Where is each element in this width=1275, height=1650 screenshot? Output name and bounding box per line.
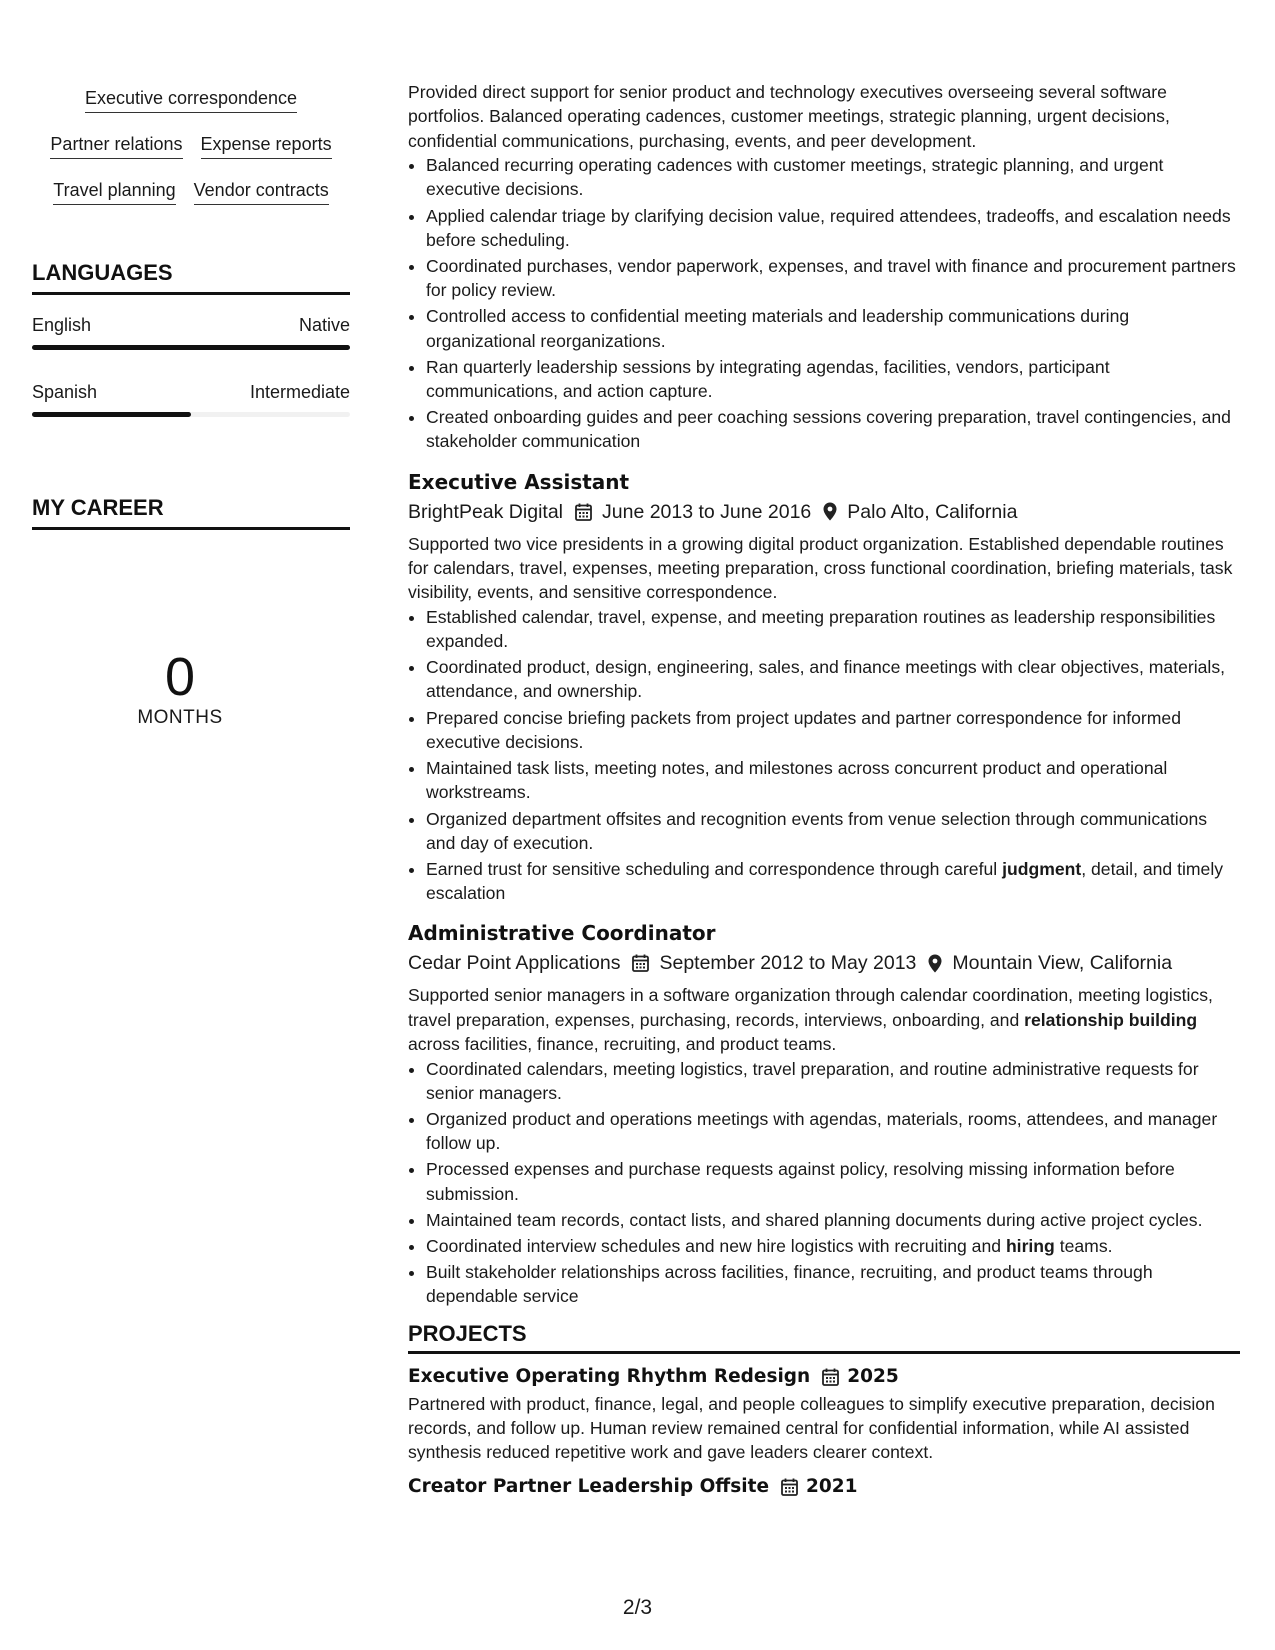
job-dates: June 2013 to June 2016 (602, 500, 812, 523)
project-title-row (408, 1364, 1240, 1390)
job-description: Supported two vice presidents in a growing digital product organization. Established dependable routines for calendars, travel, expenses, meeting preparation, cross functional coordination, briefing materials, task visibility, events, and sensitive correspondence. (408, 533, 1233, 603)
skill-tag: Vendor contracts (194, 174, 329, 205)
job-location: Mountain View, California (952, 952, 1173, 975)
language-level: Native (298, 315, 350, 335)
company-name: BrightPeak Digital (408, 500, 563, 523)
bullet-item: • Coordinated calendars, meeting logistics, travel preparation, and routine administrative requests for senior managers. (426, 1057, 1240, 1105)
bullet-item: • Created onboarding guides and peer coaching sessions covering preparation, travel contingencies, and stakeholder communication (426, 405, 1240, 453)
page-number: 2/3 (622, 1596, 653, 1619)
project-title: Executive Operating Rhythm Redesign (408, 1365, 811, 1387)
proficiency-bar-fill (32, 345, 350, 350)
language-level: Intermediate (249, 382, 350, 402)
language-name: Spanish (32, 382, 98, 402)
proficiency-bar (32, 412, 350, 417)
career-heading: MY CAREER (32, 495, 350, 530)
job-entry (408, 468, 1240, 906)
map-pin-icon (928, 954, 942, 973)
bullet-item: • Organized product and operations meetings with agendas, materials, rooms, attendees, and manager follow up. (426, 1107, 1240, 1155)
job-meta (408, 498, 1240, 526)
languages-heading: LANGUAGES (32, 260, 350, 295)
bullet-item: • Controlled access to confidential meeting materials and leadership communications during organizational reorganizations. (426, 304, 1240, 352)
job-dates: September 2012 to May 2013 (659, 952, 917, 975)
bullet-item: • Established calendar, travel, expense, and meeting preparation routines as leadership responsibilities expanded. (426, 605, 1240, 653)
calendar-icon (575, 503, 592, 521)
project-description: Partnered with product, finance, legal, and people colleagues to simplify executive preparation, decision records, and follow up. Human review remained central for confidential information, while AI assisted synthesis reduced repetitive work and gave leaders clearer context. (408, 1393, 1215, 1462)
project-year: 2021 (806, 1476, 858, 1498)
map-pin-icon (823, 502, 837, 521)
career-value: 0 (164, 647, 196, 707)
bullet-item: • Balanced recurring operating cadences with customer meetings, strategic planning, and urgent executive decisions. (426, 153, 1240, 201)
bullet-item: • Processed expenses and purchase requests against policy, resolving missing information before submission. (426, 1157, 1240, 1205)
calendar-icon (781, 1478, 798, 1496)
company-name: Cedar Point Applications (408, 952, 621, 975)
bullet-item: • Ran quarterly leadership sessions by integrating agendas, facilities, vendors, participant communications, and action capture. (426, 355, 1240, 403)
job-bullets (408, 605, 1240, 905)
skills-list (32, 82, 350, 220)
project-title: Creator Partner Leadership Offsite (408, 1476, 770, 1498)
language-item (32, 313, 350, 350)
project-title-row (408, 1474, 1240, 1500)
job-title: Executive Assistant (408, 469, 630, 494)
calendar-icon (822, 1368, 839, 1386)
sidebar (32, 82, 350, 730)
career-duration (32, 648, 328, 730)
bullet-item: • Organized department offsites and recognition events from venue selection through communications and day of execution. (426, 807, 1240, 855)
bullet-item: • Earned trust for sensitive scheduling and correspondence through careful judgment, detail, and timely escalation (426, 857, 1240, 905)
bullet-item: • Coordinated purchases, vendor paperwork, expenses, and travel with finance and procurement partners for policy review. (426, 254, 1240, 302)
project-entry (408, 1474, 1240, 1500)
skill-tag: Expense reports (201, 128, 332, 159)
calendar-icon (632, 954, 649, 972)
job-bullets (408, 1057, 1240, 1309)
language-name: English (32, 315, 92, 335)
skill-tag: Executive correspondence (85, 82, 297, 113)
job-meta (408, 949, 1240, 977)
projects-heading: PROJECTS (408, 1321, 1240, 1354)
project-entry (408, 1364, 1240, 1465)
bullet-item: • Coordinated interview schedules and new hire logistics with recruiting and hiring teams. (426, 1234, 1240, 1258)
job-entry (408, 919, 1240, 1308)
job-description: Supported senior managers in a software organization through calendar coordination, meeting logistics, travel preparation, expenses, purchasing, records, interviews, onboarding, and relationship building across facilities, finance, recruiting, and product teams. (408, 985, 1213, 1055)
skill-tag: Partner relations (50, 128, 182, 159)
proficiency-bar (32, 345, 350, 350)
proficiency-bar-fill (32, 412, 191, 417)
bullet-item: • Coordinated product, design, engineering, sales, and finance meetings with clear objectives, materials, attendance, and ownership. (426, 655, 1240, 703)
bullet-item: • Applied calendar triage by clarifying decision value, required attendees, tradeoffs, and escalation needs before scheduling. (426, 204, 1240, 252)
project-year: 2025 (847, 1365, 899, 1387)
bullet-item: • Prepared concise briefing packets from project updates and partner correspondence for informed executive decisions. (426, 706, 1240, 754)
career-unit: MONTHS (137, 707, 223, 728)
bullet-item: • Maintained task lists, meeting notes, and milestones across concurrent product and operational workstreams. (426, 756, 1240, 804)
job-title: Administrative Coordinator (408, 921, 716, 946)
main-content (408, 80, 1240, 1500)
job-location: Palo Alto, California (847, 500, 1018, 523)
bullet-item: • Built stakeholder relationships across facilities, finance, recruiting, and product teams through dependable service (426, 1260, 1240, 1308)
job-description: Provided direct support for senior product and technology executives overseeing several software portfolios. Balanced operating cadences, customer meetings, strategic planning, urgent decisions, confidential communications, purchasing, events, and peer development. (408, 82, 1170, 151)
skill-tag: Travel planning (53, 174, 175, 205)
bullet-item: • Maintained team records, contact lists, and shared planning documents during active project cycles. (426, 1208, 1240, 1232)
job-bullets (408, 153, 1240, 453)
language-item (32, 380, 350, 417)
